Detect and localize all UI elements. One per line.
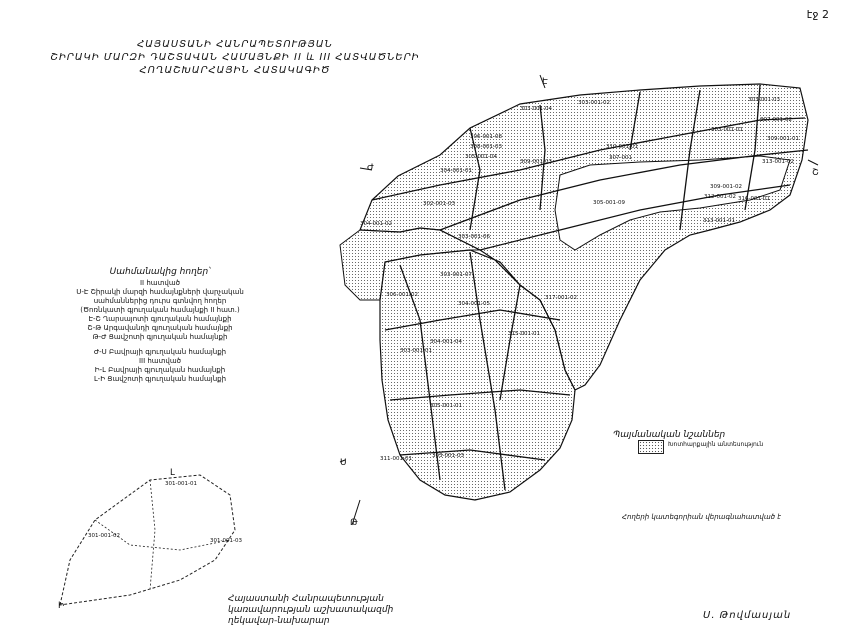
- parcel-label: 309-001-01: [767, 136, 799, 142]
- point-label-zh: Ժ: [367, 163, 374, 173]
- header-line-3: ՀՈՂԱՇԽԱՐՀԱՅԻՆ ՀԱՏԱԿԱԳԻԾ: [139, 65, 331, 76]
- legend-item: III հատված: [138, 357, 182, 365]
- signature-block: [228, 594, 393, 627]
- symbols-title: Պայմանական նշաններ: [613, 430, 726, 440]
- parcel-label: 311-001-01: [380, 456, 412, 462]
- category-note: Հողերի կատեգորիան վերագնահատված է: [622, 513, 781, 521]
- parcel-label: 316-001-01: [738, 196, 770, 202]
- parcel-label: 307-001-02: [760, 117, 792, 123]
- parcel-label: 303-001-07: [440, 272, 472, 278]
- hayfield-swatch: [638, 440, 664, 454]
- parcel-label: 302-001-03: [423, 201, 455, 207]
- legend-item: Թ-Ժ Ցավշոտի գյուղական համայնքի: [92, 333, 228, 341]
- signature-line-3: ղեկավար-նախարար: [228, 616, 330, 626]
- parcel-label: 313-001-02: [762, 159, 794, 165]
- point-label-e: Է: [542, 77, 548, 87]
- parcel-label: 315-001-01: [508, 331, 540, 337]
- parcel-label: 301-001-01: [165, 481, 197, 487]
- parcel-label: 310-001-01: [606, 144, 638, 150]
- legend-item: Ի-Լ Բավրայի գյուղական համայնքի: [94, 366, 226, 374]
- parcel-label: 305-001-04: [465, 154, 497, 160]
- parcel-label: 303-001-04: [520, 106, 552, 112]
- parcel-label: 308-001-03: [470, 144, 502, 150]
- legend-adjacent-lands: [40, 268, 280, 384]
- parcel-label: 301-001-03: [210, 538, 242, 544]
- legend-item: Շ-Թ Արգավանդի գյուղական համայնքի: [87, 324, 233, 332]
- signature-line-1: Հայաստանի Հանրապետության: [228, 594, 384, 604]
- legend-item: Լ-Ի Ցավշոտի գյուղական համայնքի: [93, 375, 227, 383]
- parcel-label: 303-001-02: [578, 100, 610, 106]
- point-label-sh: Շ: [812, 168, 819, 178]
- parcel-label: 301-001-02: [88, 533, 120, 539]
- section-3-area: [60, 475, 235, 605]
- point-label-l: Լ: [170, 468, 175, 478]
- parcel-label: 304-001-05: [458, 301, 490, 307]
- parcel-label: 305-001-01: [430, 403, 462, 409]
- parcel-label: 306-001-02: [386, 292, 418, 298]
- point-label-th: Թ: [350, 518, 358, 528]
- header-line-1: ՀԱՅԱՍՏԱՆԻ ՀԱՆՐԱՊԵՏՈՒԹՅԱՆ: [137, 39, 333, 50]
- parcel-label: 303-001-01: [400, 348, 432, 354]
- parcel-label: 305-001-09: [593, 200, 625, 206]
- parcel-label: 303-001-01: [711, 127, 743, 133]
- signature-line-2: կառավարության աշխատակազմի: [228, 605, 394, 615]
- legend-item: II հատված: [139, 279, 181, 287]
- parcel-label: 303-001-03: [432, 453, 464, 459]
- legend-item: (Ծոռնկատի գյուղական համայնքի II հատ.): [80, 306, 240, 314]
- parcel-label: 317-001-02: [545, 295, 577, 301]
- parcel-label: 304-001-02: [360, 221, 392, 227]
- parcel-label: 309-001-03: [520, 159, 552, 165]
- point-label-s: Ս: [340, 458, 347, 468]
- parcel-label: 312-001-02: [704, 194, 736, 200]
- legend-title: Սահմանակից հողեր՝: [109, 267, 211, 277]
- legend-item: Է-Շ Ղարսայոտի գյուղական համայնքի: [88, 315, 232, 323]
- parcel-label: 306-001-08: [470, 134, 502, 140]
- legend-item: Ս-Է Շիրակի մարզի համայնքների վարչական: [76, 288, 244, 296]
- parcel-label: 309-001-02: [710, 184, 742, 190]
- swatch-label: Խոտհարքային անտեսություն: [668, 441, 764, 448]
- page-number: էջ 2: [806, 8, 829, 21]
- parcel-label: 307-001: [609, 155, 632, 161]
- parcel-label: 303-001-03: [748, 97, 780, 103]
- legend-item: Ժ-Ս Բավրայի գյուղական համայնքի: [93, 348, 227, 356]
- parcel-label: 303-001-06: [458, 234, 490, 240]
- parcel-label: 304-001-04: [430, 339, 462, 345]
- legend-item: սահմաններից դուրս գտնվող հողեր: [93, 297, 227, 305]
- header-line-2: ՇԻՐԱԿԻ ՄԱՐԶԻ ԴԱՇՏԱՎԱՆ ՀԱՄԱՅՆՔԻ II և III ՀԱՏՎԱԾՆԵՐԻ: [50, 52, 420, 63]
- signer-name: Ս. Թովմասյան: [703, 610, 792, 621]
- parcel-label: 304-001-01: [440, 168, 472, 174]
- parcel-label: 313-001-01: [703, 218, 735, 224]
- point-label-i: Ի: [58, 601, 65, 611]
